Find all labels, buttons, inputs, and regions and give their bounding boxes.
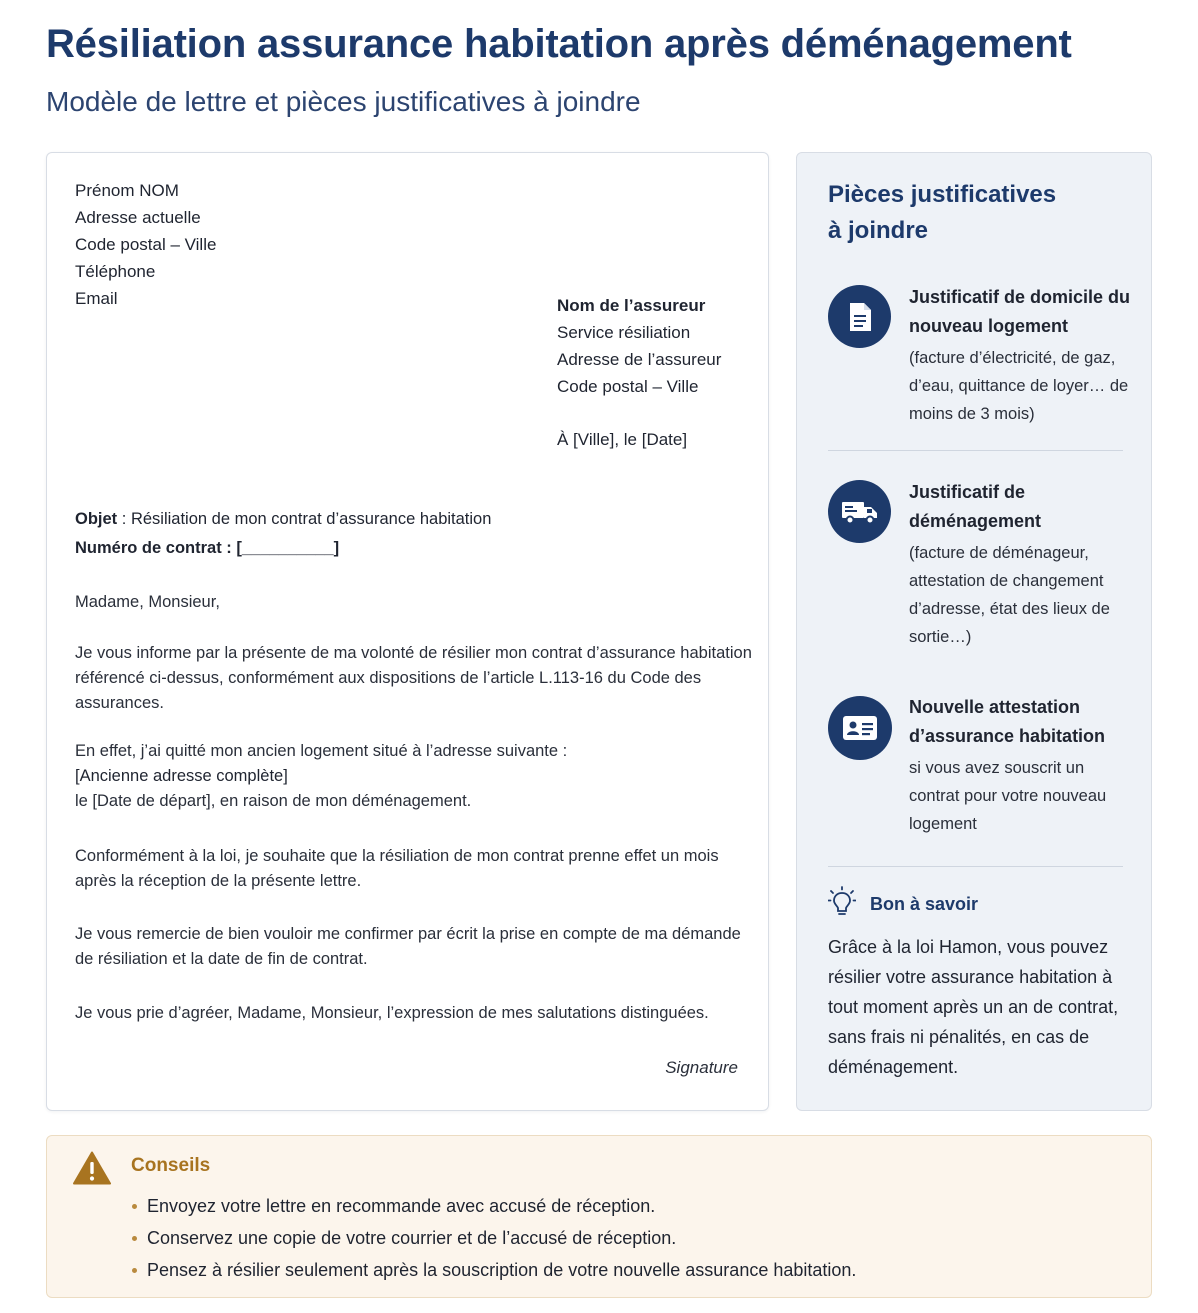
letter-paragraph: Je vous remercie de bien vouloir me confirmer par écrit la prise en compte de ma démande de résiliation et la date de fin de contrat.: [75, 925, 741, 968]
document-title: Nouvelle attestation d’assurance habitation: [909, 697, 1106, 746]
letter-line: En effet, j’ai quitté mon ancien logement situé à l’adresse suivante :: [75, 742, 568, 760]
place-date: À [Ville], le [Date]: [557, 430, 688, 449]
warning-icon: [73, 1151, 111, 1190]
advice-list: [131, 1190, 856, 1286]
letter-paragraph: [75, 739, 755, 814]
closing-formula: Je vous prie d’agréer, Madame, Monsieur, l’expression de mes salutations distinguées.: [75, 1004, 709, 1022]
page-title: Résiliation assurance habitation après déménagement: [46, 22, 1072, 66]
lightbulb-icon: [828, 886, 856, 923]
advice-item: Envoyez votre lettre en recommande avec accusé de réception.: [131, 1190, 856, 1222]
advice-title: Conseils: [131, 1155, 211, 1176]
letter-template: [46, 152, 769, 1111]
sender-name: Prénom NOM: [75, 181, 179, 200]
letter-paragraph: Conformément à la loi, je souhaite que la résiliation de mon contrat prenne effet un mois après la réception de la présente lettre.: [75, 847, 719, 890]
document-description: si vous avez souscrit un contrat pour votre nouveau logement: [909, 759, 1107, 833]
recipient-block: [557, 292, 721, 400]
sender-block: [75, 177, 216, 312]
advice-item: Conservez une copie de votre courrier et de l’accusé de réception.: [131, 1222, 856, 1254]
object-label: Objet: [75, 510, 118, 528]
tip-title: Bon à savoir: [870, 894, 979, 914]
document-title: Justificatif de déménagement: [909, 482, 1042, 531]
sender-address: Adresse actuelle: [75, 208, 201, 227]
document-description: (facture de déménageur, attestation de changement d’adresse, état des lieux de sortie…): [909, 544, 1110, 646]
moving-truck-icon: [828, 480, 891, 543]
tip-header: [828, 886, 978, 923]
advice-item: Pensez à résilier seulement après la souscription de votre nouvelle assurance habitation.: [131, 1254, 856, 1286]
document-description: (facture d’électricité, de gaz, d’eau, quittance de loyer… de moins de 3 mois): [909, 349, 1129, 423]
document-title: Justificatif de domicile du nouveau logement: [909, 287, 1131, 336]
old-address-placeholder: [Ancienne adresse complète]: [75, 767, 288, 785]
insurer-address: Adresse de l’assureur: [557, 350, 722, 369]
object-separator: :: [117, 510, 131, 528]
sidebar-title: [828, 177, 1056, 249]
documents-sidebar: [796, 152, 1152, 1111]
document-icon: [828, 285, 891, 348]
sender-city: Code postal – Ville: [75, 235, 217, 254]
signature: Signature: [665, 1058, 738, 1077]
tip-text: Grâce à la loi Hamon, vous pouvez résilier votre assurance habitation à tout moment après un an de contrat, sans frais ni pénalités, en cas de déménagement.: [828, 937, 1119, 1077]
sidebar-title-line: à joindre: [828, 217, 929, 244]
insurer-service: Service résiliation: [557, 323, 691, 342]
object-text: Résiliation de mon contrat d’assurance habitation: [130, 510, 492, 528]
sidebar-title-line: Pièces justificatives: [828, 181, 1057, 208]
sender-phone: Téléphone: [75, 262, 156, 281]
letter-paragraph: Je vous informe par la présente de ma volonté de résilier mon contrat d’assurance habitation référencé ci-dessus, conformément aux dispositions de l’article L.113-16 du Code des assurances.: [75, 644, 752, 712]
divider: [828, 866, 1123, 867]
object-block: [75, 505, 491, 563]
letter-line: le [Date de départ], en raison de mon déménagement.: [75, 792, 472, 810]
salutation: Madame, Monsieur,: [75, 593, 220, 611]
id-card-icon: [828, 696, 892, 760]
contract-number: Numéro de contrat : [__________]: [75, 539, 340, 557]
insurer-city: Code postal – Ville: [557, 377, 699, 396]
sender-email: Email: [75, 289, 118, 308]
divider: [828, 450, 1123, 451]
advice-box: [46, 1135, 1152, 1298]
insurer-name: Nom de l’assureur: [557, 296, 706, 315]
page-subtitle: Modèle de lettre et pièces justificatives à joindre: [46, 86, 641, 117]
